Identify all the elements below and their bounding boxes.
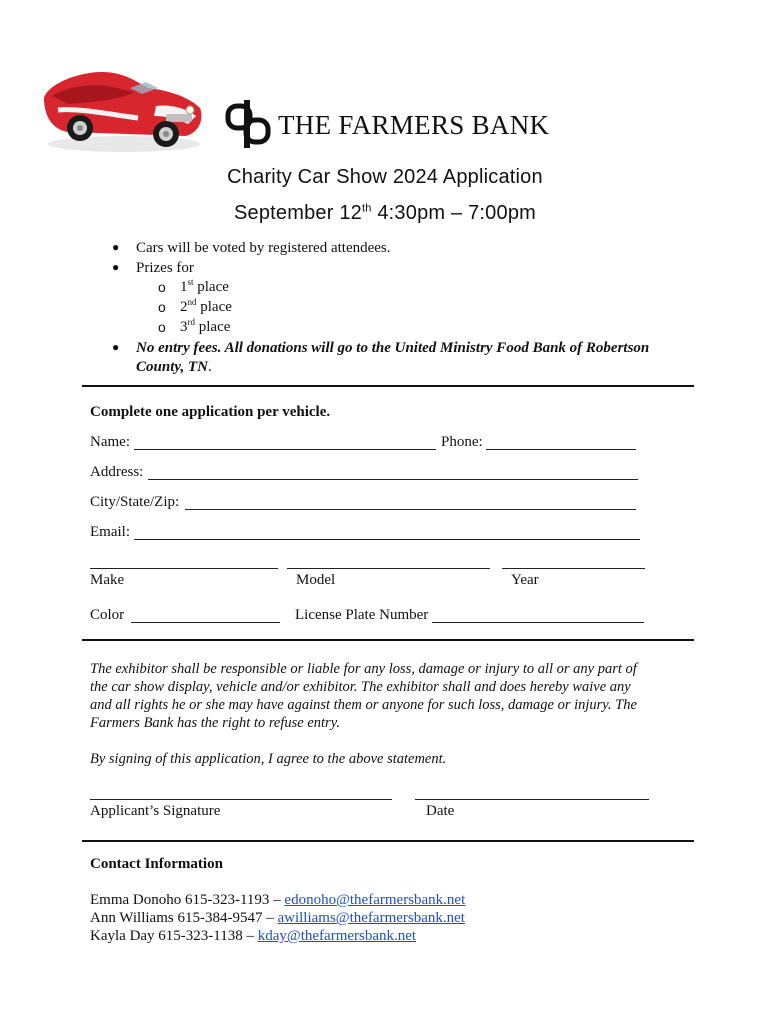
contact-emma	[90, 892, 465, 909]
phone-label: Phone:	[441, 434, 483, 450]
color-label: Color	[90, 607, 125, 623]
year-field[interactable]	[502, 568, 645, 569]
address-field[interactable]	[148, 479, 638, 480]
disclaimer-line-2: the car show display, vehicle and/or exhibitor. The exhibitor shall and does hereby waive any	[90, 679, 631, 695]
license-plate-field[interactable]	[432, 622, 644, 623]
email-link[interactable]: edonoho@thefarmersbank.net	[284, 892, 466, 908]
date-label: Date	[426, 803, 455, 819]
farmers-bank-logo-icon	[224, 98, 276, 150]
contact-name-phone: Emma Donoho 615-323-1193 –	[90, 892, 285, 908]
section-divider	[82, 385, 694, 387]
contact-name-phone: Ann Williams 615-384-9547 –	[90, 910, 278, 926]
contact-kayla	[90, 928, 416, 945]
email-label: Email:	[90, 524, 130, 540]
prize-number: 1	[180, 279, 188, 295]
prize-third	[180, 317, 230, 337]
prize-first	[180, 277, 229, 297]
email-link[interactable]: kday@thefarmersbank.net	[257, 928, 417, 944]
make-field[interactable]	[90, 568, 278, 569]
make-label: Make	[90, 572, 125, 588]
address-label: Address:	[90, 464, 144, 480]
prize-place-word: place	[198, 319, 231, 335]
email-link[interactable]: awilliams@thefarmersbank.net	[277, 910, 465, 926]
disclaimer-line-1: The exhibitor shall be responsible or liable for any loss, damage or injury to all or any part of	[90, 661, 637, 677]
prize-suffix: st	[187, 277, 194, 287]
sub-bullet-marker: o	[158, 279, 166, 295]
year-label: Year	[511, 572, 539, 588]
name-label: Name:	[90, 434, 130, 450]
city-state-zip-field[interactable]	[185, 509, 636, 510]
bullet-dot: ●	[112, 260, 120, 274]
prize-suffix: nd	[187, 297, 197, 307]
event-time: 4:30pm – 7:00pm	[371, 202, 537, 224]
color-field[interactable]	[131, 622, 280, 623]
disclaimer-line-4: Farmers Bank has the right to refuse entry.	[90, 715, 340, 731]
disclaimer-line-3: and all rights he or she may have against them or anyone for such loss, damage or injury. The	[90, 697, 637, 713]
contact-name-phone: Kayla Day 615-323-1138 –	[90, 928, 258, 944]
license-plate-label: License Plate Number	[295, 607, 429, 623]
agreement-statement: By signing of this application, I agree to the above statement.	[90, 751, 447, 767]
sub-bullet-marker: o	[158, 319, 166, 335]
city-state-zip-label: City/State/Zip:	[90, 494, 180, 510]
bullet-prizes: Prizes for	[136, 260, 194, 276]
event-date: September 12	[233, 202, 363, 224]
email-field[interactable]	[134, 539, 640, 540]
model-field[interactable]	[287, 568, 490, 569]
bullet-no-fees-line1: No entry fees. All donations will go to the United Ministry Food Bank of Robertson	[136, 340, 650, 356]
prize-second	[180, 297, 232, 317]
period: .	[207, 359, 212, 375]
name-field[interactable]	[134, 449, 436, 450]
section-divider	[82, 840, 694, 842]
section-divider	[82, 639, 694, 641]
date-field[interactable]	[415, 799, 649, 800]
model-label: Model	[296, 572, 336, 588]
prize-number: 3	[180, 319, 188, 335]
signature-field[interactable]	[90, 799, 392, 800]
phone-field[interactable]	[486, 449, 636, 450]
form-heading: Complete one application per vehicle.	[90, 404, 331, 420]
county-text: County, TN	[136, 359, 208, 375]
page-title: Charity Car Show 2024 Application	[227, 166, 543, 188]
bullet-dot: ●	[112, 240, 120, 254]
contact-heading: Contact Information	[90, 856, 223, 872]
bullet-dot: ●	[112, 340, 120, 354]
event-date-time	[0, 202, 770, 225]
contact-ann	[90, 910, 465, 927]
prize-place-word: place	[200, 299, 232, 315]
prize-number: 2	[180, 299, 188, 315]
bank-name-logo-text: THE FARMERS BANK	[278, 110, 550, 140]
bullet-voted: Cars will be voted by registered attendees.	[136, 240, 391, 256]
prize-suffix: rd	[187, 317, 195, 327]
signature-label: Applicant’s Signature	[90, 803, 221, 819]
prize-place-word: place	[197, 279, 229, 295]
date-suffix: th	[362, 202, 372, 215]
bullet-no-fees-line2	[136, 357, 212, 377]
sub-bullet-marker: o	[158, 299, 166, 315]
red-convertible-car-image	[38, 58, 206, 154]
